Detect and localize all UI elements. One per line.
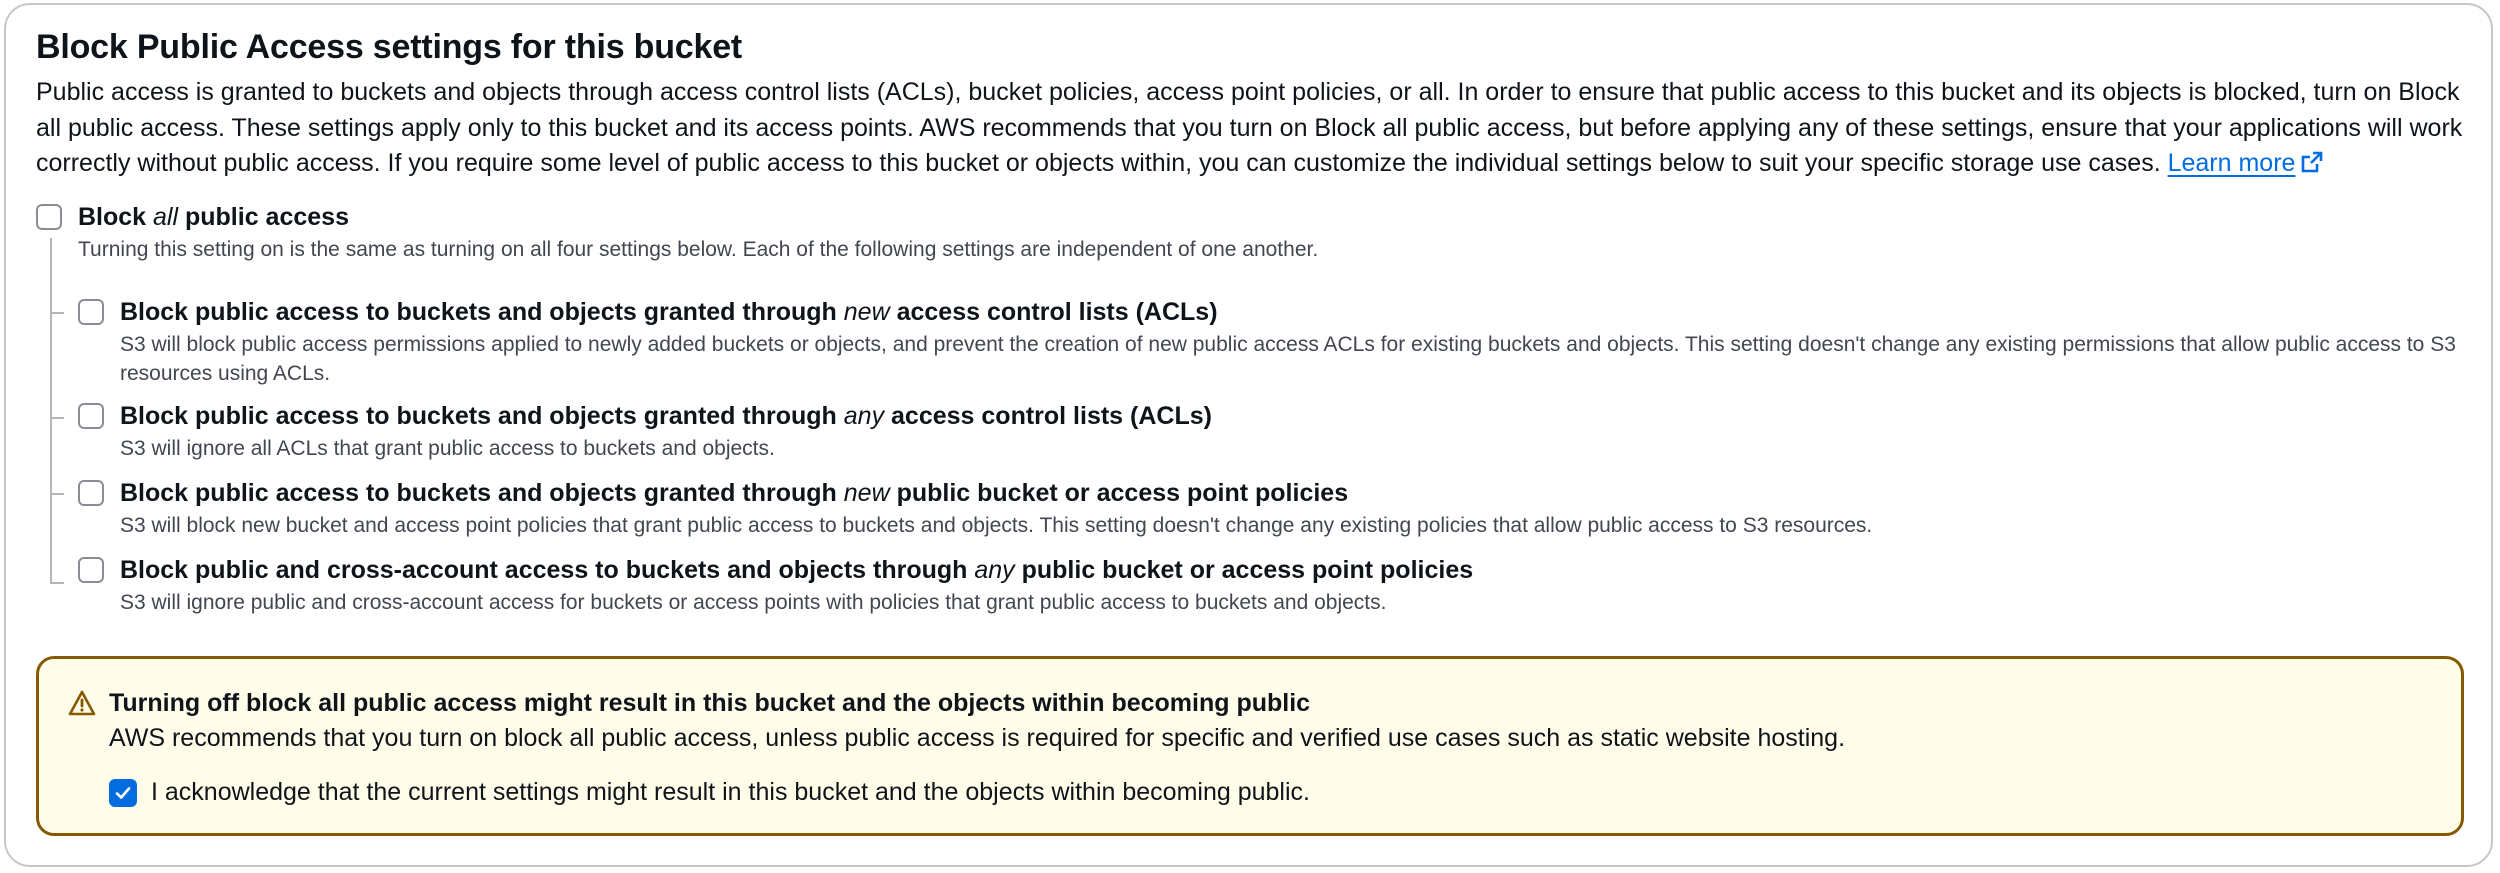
block-all-label-post: public access — [178, 203, 349, 231]
option-label-em: new — [843, 298, 890, 326]
section-description-text: Public access is granted to buckets and objects through access control lists (ACLs), bucket policies, access point policies, or all. In order to ensure that public access to this bucket and its objects is blocked, turn on Block all public access. These settings apply only to this bucket and its access points. AWS recommends that you turn on Block all public access, but before applying any of these settings, ensure that your applications will work correctly without public access. If you require some level of public access to this bucket or objects within, you can customize the individual settings below to suit your specific storage use cases. — [36, 78, 2463, 177]
option-label-pre: Block public and cross-account access to buckets and objects through — [120, 556, 975, 584]
section-description — [36, 75, 2476, 182]
block-new-acls-description: S3 will block public access permissions applied to newly added buckets or objects, and prevent the creation of new public access ACLs for existing buckets and objects. This setting doesn't change any existing permissions that allow public access to S3 resources using ACLs. — [120, 333, 2456, 385]
option-label-em: any — [974, 556, 1015, 584]
warning-text: AWS recommends that you turn on block all public access, unless public access is required for specific and verified use cases such as static website hosting. — [109, 724, 1846, 752]
learn-more-label: Learn more — [2167, 149, 2296, 177]
warning-title: Turning off block all public access might result in this bucket and the objects within becoming public — [109, 689, 1311, 717]
option-label-pre: Block public access to buckets and objects granted through — [120, 298, 844, 326]
section-title: Block Public Access settings for this bucket — [36, 28, 743, 66]
acknowledge-checkbox[interactable] — [109, 779, 137, 807]
option-label-post: public bucket or access point policies — [1014, 556, 1474, 584]
block-any-acls-description: S3 will ignore all ACLs that grant public access to buckets and objects. — [120, 437, 775, 460]
external-link-icon — [2301, 151, 2323, 173]
block-new-policies-label — [120, 479, 1348, 508]
block-all-label — [78, 203, 349, 232]
block-all-checkbox[interactable] — [36, 204, 62, 230]
option-label-post: public bucket or access point policies — [889, 479, 1349, 507]
block-any-acls-checkbox[interactable] — [78, 403, 104, 429]
warning-triangle-icon — [68, 689, 96, 717]
block-any-policies-label — [120, 556, 1473, 585]
tree-branch — [50, 493, 64, 495]
tree-branch — [50, 312, 64, 314]
option-label-post: access control lists (ACLs) — [884, 402, 1212, 430]
tree-branch — [50, 582, 64, 584]
block-all-label-pre: Block — [78, 203, 154, 231]
option-label-post: access control lists (ACLs) — [889, 298, 1218, 326]
block-all-description: Turning this setting on is the same as turning on all four settings below. Each of the following settings are independent of one another. — [78, 238, 1319, 261]
checkmark-icon — [115, 785, 131, 801]
option-label-em: any — [843, 402, 885, 430]
block-new-policies-description: S3 will block new bucket and access point policies that grant public access to buckets and objects. This setting doesn't change any existing policies that allow public access to S3 resources. — [120, 514, 1873, 537]
warning-alert — [36, 656, 2464, 836]
block-any-policies-checkbox[interactable] — [78, 557, 104, 583]
block-any-acls-label — [120, 402, 1212, 431]
option-label-pre: Block public access to buckets and objects granted through — [120, 402, 844, 430]
tree-connector — [50, 238, 52, 583]
block-new-acls-checkbox[interactable] — [78, 299, 104, 325]
option-label-pre: Block public access to buckets and objects granted through — [120, 479, 844, 507]
block-new-policies-checkbox[interactable] — [78, 480, 104, 506]
option-label-em: new — [843, 479, 890, 507]
learn-more-link[interactable] — [2168, 149, 2324, 177]
tree-branch — [50, 417, 64, 419]
block-any-policies-description: S3 will ignore public and cross-account access for buckets or access points with policies that grant public access to buckets and objects. — [120, 591, 1387, 614]
block-new-acls-label — [120, 298, 1218, 327]
acknowledge-label[interactable]: I acknowledge that the current settings might result in this bucket and the objects within becoming public. — [151, 778, 1310, 806]
block-all-label-em: all — [153, 203, 179, 231]
